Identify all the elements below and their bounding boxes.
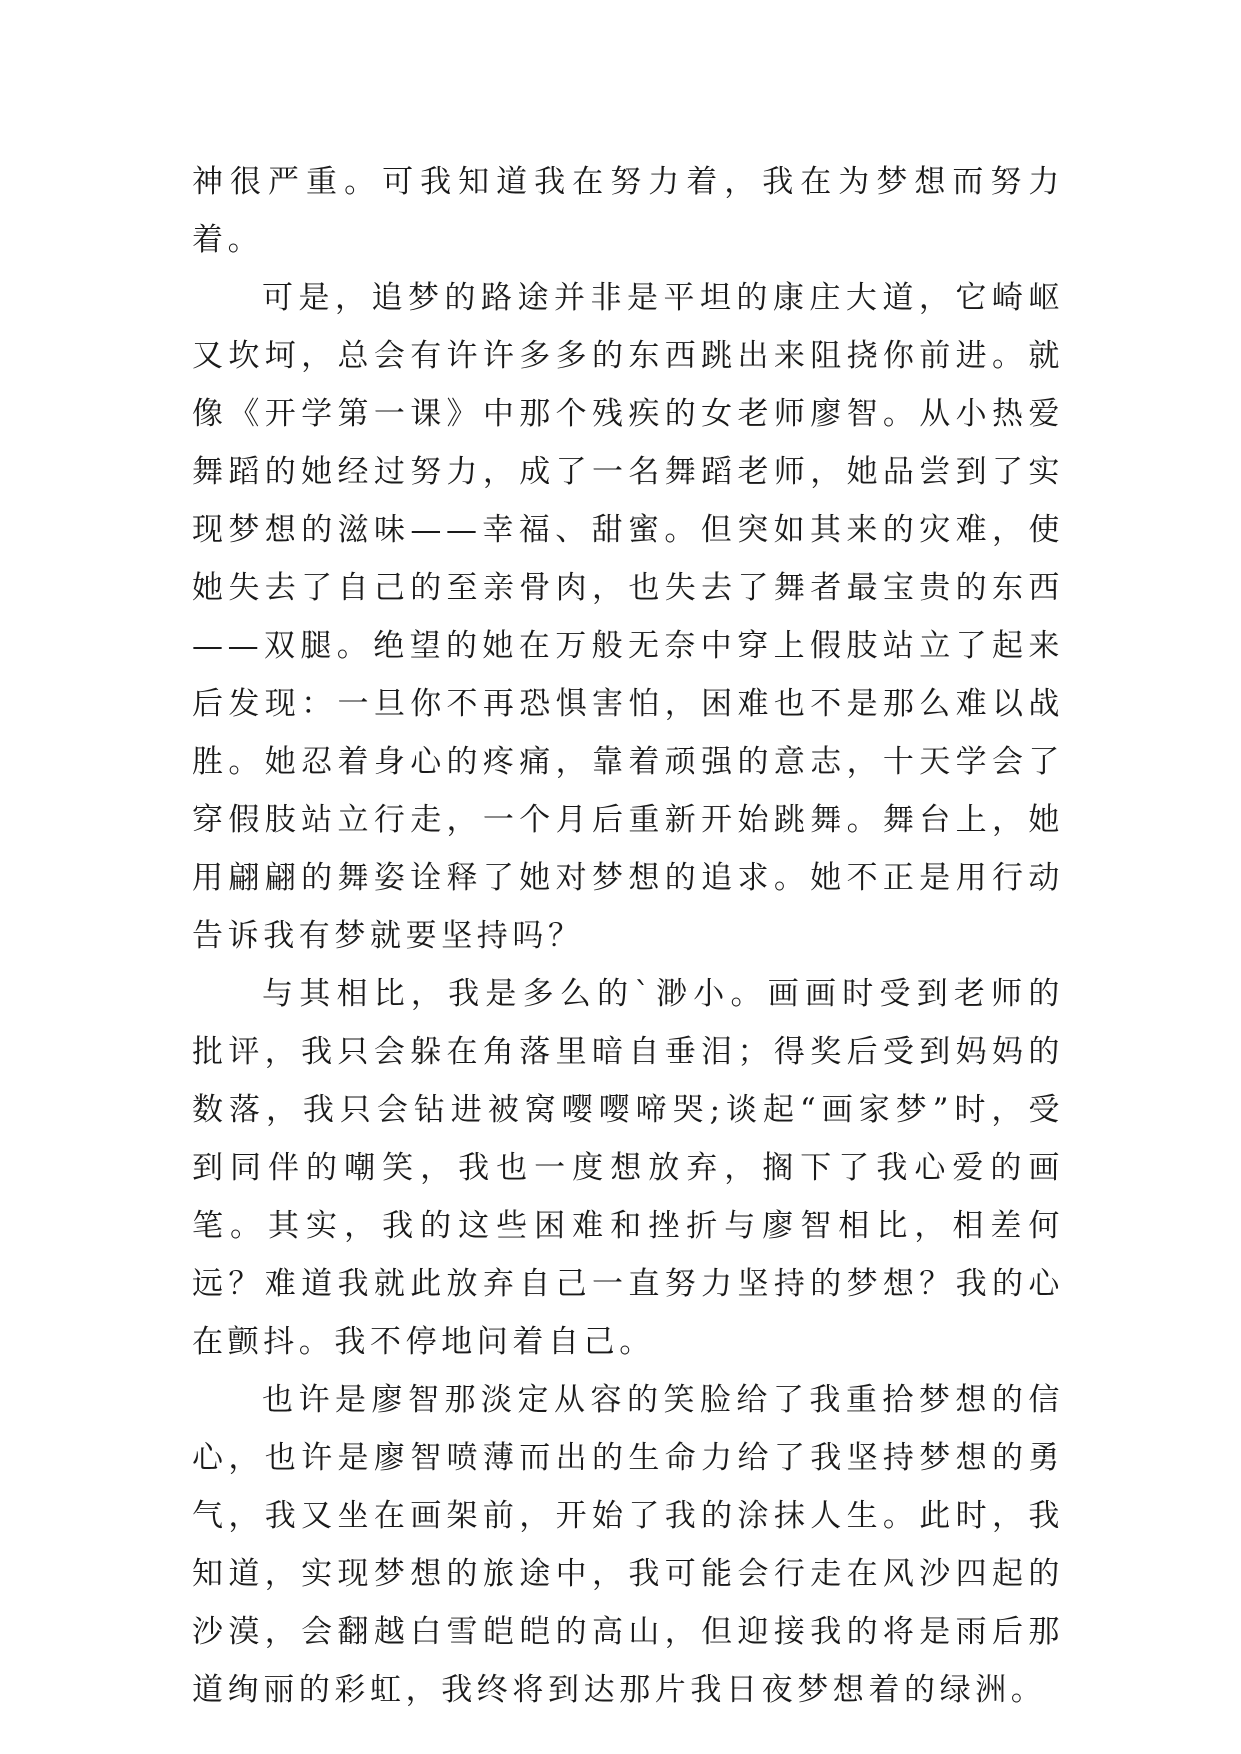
paragraph-2: 可是，追梦的路途并非是平坦的康庄大道，它崎岖又坎坷，总会有许许多多的东西跳出来阻挠你前进。就像《开学第一课》中那个残疾的女老师廖智。从小热爱舞蹈的她经过努力，成了一名舞蹈老师，她品尝到了实现梦想的滋味——幸福、甜蜜。但突如其来的灾难，使她失去了自己的至亲骨肉，也失去了舞者最宝贵的东西——双腿。绝望的她在万般无奈中穿上假肢站立了起来后发现：一旦你不再恐惧害怕，困难也不是那么难以战胜。她忍着身心的疼痛，靠着顽强的意志，十天学会了穿假肢站立行走，一个月后重新开始跳舞。舞台上，她用翩翩的舞姿诠释了她对梦想的追求。她不正是用行动告诉我有梦就要坚持吗？ bbox=[192, 280, 1064, 954]
paragraph-3: 与其相比，我是多么的`渺小。画画时受到老师的批评，我只会躲在角落里暗自垂泪；得奖后受到妈妈的数落，我只会钻进被窝嘤嘤啼哭;谈起“画家梦”时，受到同伴的嘲笑，我也一度想放弃，搁下了我心爱的画笔。其实，我的这些困难和挫折与廖智相比，相差何远？难道我就此放弃自己一直努力坚持的梦想？我的心在颤抖。我不停地问着自己。 bbox=[192, 976, 1064, 1360]
paragraph-continuation: 神很严重。可我知道我在努力着，我在为梦想而努力着。 bbox=[192, 164, 1064, 258]
document-body bbox=[192, 153, 1064, 1719]
paragraph-4: 也许是廖智那淡定从容的笑脸给了我重拾梦想的信心，也许是廖智喷薄而出的生命力给了我坚持梦想的勇气，我又坐在画架前，开始了我的涂抹人生。此时，我知道，实现梦想的旅途中，我可能会行走在风沙四起的沙漠，会翻越白雪皑皑的高山，但迎接我的将是雨后那道绚丽的彩虹，我终将到达那片我日夜梦想着的绿洲。 bbox=[192, 1382, 1064, 1708]
